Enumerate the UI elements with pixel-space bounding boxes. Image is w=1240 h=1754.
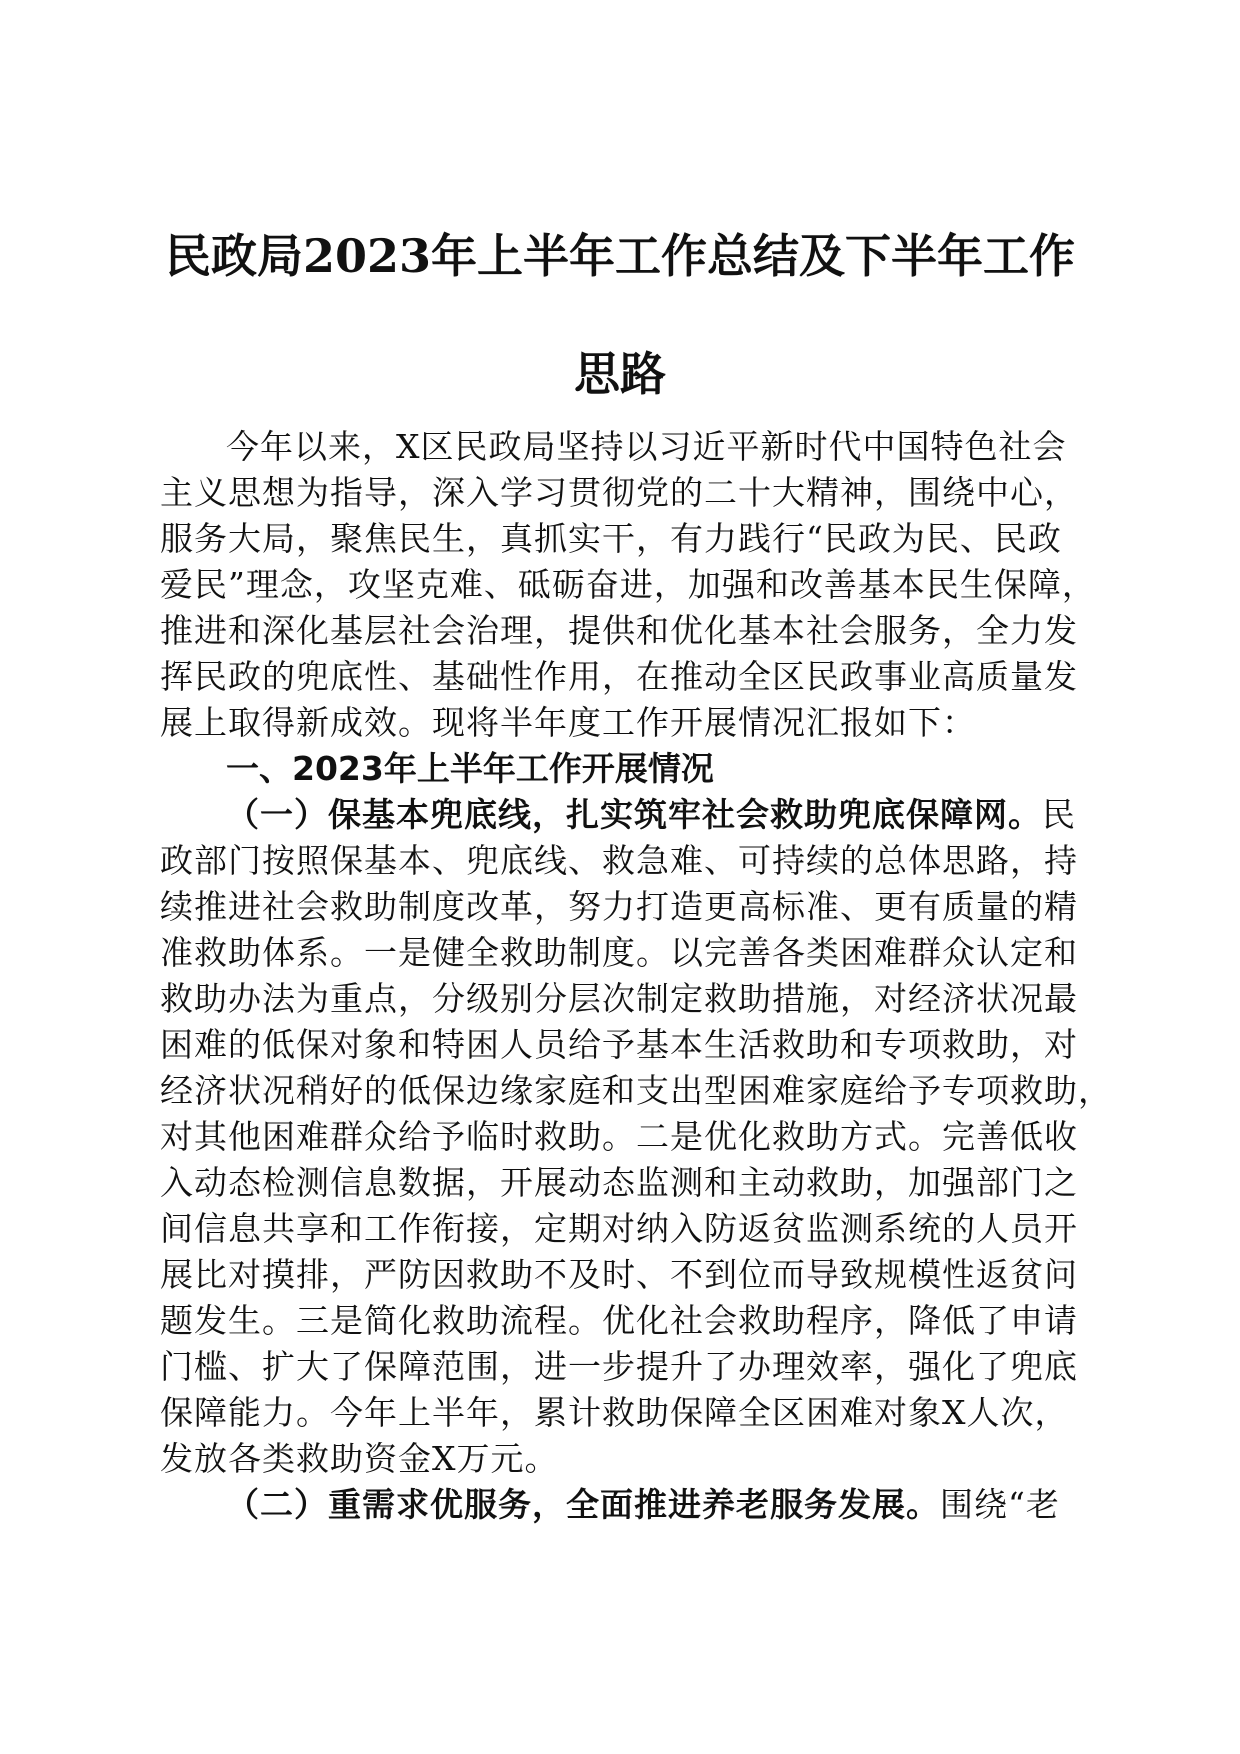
paragraph-line: 挥民政的兜底性、基础性作用，在推动全区民政事业高质量发 (160, 657, 1078, 696)
subsection-heading: （一）保基本兜底线，扎实筑牢社会救助兜底保障网。 (226, 795, 1042, 834)
paragraph-line: 政部门按照保基本、兜底线、救急难、可持续的总体思路，持 (160, 841, 1078, 880)
subsection-first-line (160, 1482, 1080, 1528)
paragraph-line: 主义思想为指导，深入学习贯彻党的二十大精神，围绕中心， (160, 473, 1078, 512)
subsection-heading: （二）重需求优服务，全面推进养老服务发展。 (226, 1485, 940, 1524)
paragraph-line: 对其他困难群众给予临时救助。二是优化救助方式。完善低收 (160, 1117, 1078, 1156)
paragraph-line: 续推进社会救助制度改革，努力打造更高标准、更有质量的精 (160, 887, 1078, 926)
document-title-line-2: 思路 (574, 347, 666, 401)
paragraph-line: 服务大局，聚焦民生，真抓实干，有力践行“民政为民、民政 (160, 519, 1062, 558)
paragraph-line: 间信息共享和工作衔接，定期对纳入防返贫监测系统的人员开 (160, 1209, 1078, 1248)
paragraph-line: 门槛、扩大了保障范围，进一步提升了办理效率，强化了兜底 (160, 1347, 1078, 1386)
paragraph-line: 爱民”理念，攻坚克难、砥砺奋进，加强和改善基本民生保障， (160, 565, 1096, 604)
paragraph-line: 题发生。三是简化救助流程。优化社会救助程序，降低了申请 (160, 1301, 1078, 1340)
paragraph-line: 保障能力。今年上半年，累计救助保障全区困难对象X人次， (160, 1393, 1069, 1432)
section-heading: 一、2023年上半年工作开展情况 (226, 749, 714, 788)
subsection-first-line (160, 792, 1080, 838)
paragraph-line: 准救助体系。一是健全救助制度。以完善各类困难群众认定和 (160, 933, 1078, 972)
paragraph-line: 推进和深化基层社会治理，提供和优化基本社会服务，全力发 (160, 611, 1078, 650)
paragraph-line: 救助办法为重点，分级别分层次制定救助措施，对经济状况最 (160, 979, 1078, 1018)
paragraph-line: 入动态检测信息数据，开展动态监测和主动救助，加强部门之 (160, 1163, 1078, 1202)
paragraph-line: 发放各类救助资金X万元。 (160, 1439, 559, 1478)
paragraph-line-rest: 民 (1042, 795, 1076, 834)
paragraph-line: 展比对摸排，严防因救助不及时、不到位而导致规模性返贫问 (160, 1255, 1078, 1294)
document-title-line-1: 民政局2023年上半年工作总结及下半年工作 (164, 229, 1076, 283)
paragraph-line: 今年以来，X区民政局坚持以习近平新时代中国特色社会 (226, 427, 1067, 466)
paragraph-line: 经济状况稍好的低保边缘家庭和支出型困难家庭给予专项救助， (160, 1071, 1112, 1110)
paragraph-line: 困难的低保对象和特困人员给予基本生活救助和专项救助，对 (160, 1025, 1078, 1064)
paragraph-line: 展上取得新成效。现将半年度工作开展情况汇报如下： (160, 703, 976, 742)
document-body (160, 424, 1112, 1528)
paragraph-line-rest: 围绕“老 (940, 1485, 1060, 1524)
